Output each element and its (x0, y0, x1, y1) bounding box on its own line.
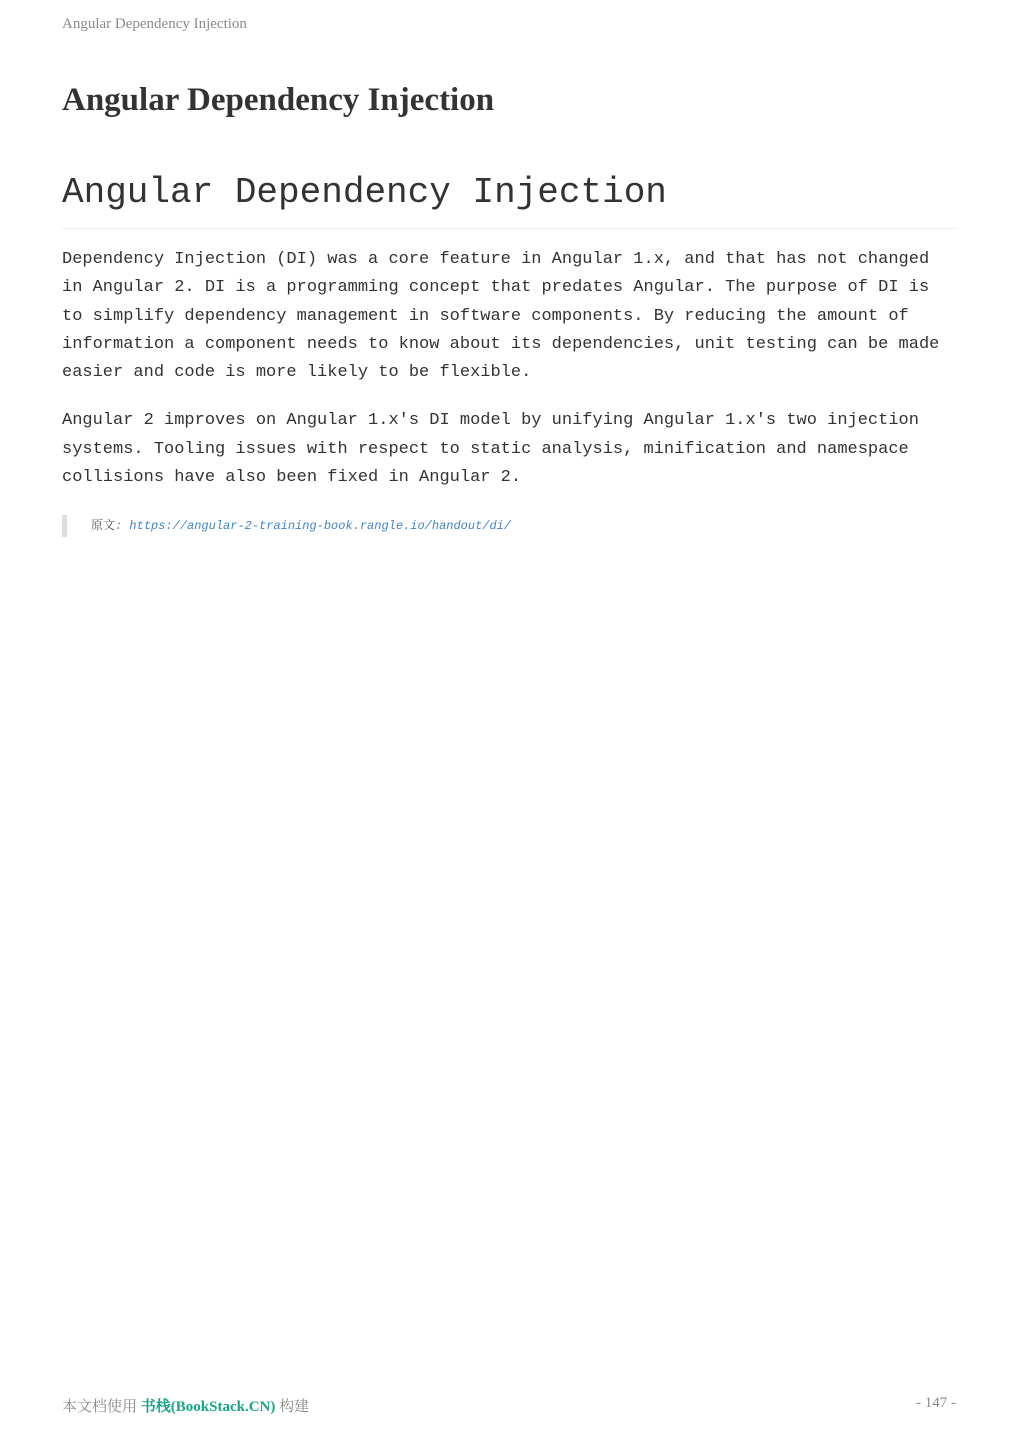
footer-suffix: 构建 (275, 1399, 310, 1415)
running-header: Angular Dependency Injection (62, 16, 247, 32)
footer-brand-link[interactable]: 书栈(BookStack.CN) (140, 1399, 276, 1415)
footer-credit (62, 1399, 309, 1415)
paragraph-2: Angular 2 improves on Angular 1.x's DI model by unifying Angular 1.x's two injection systems. Tooling issues with respect to static analysis, minification and namespace collisions have also been fixed in Angular 2. (62, 411, 919, 488)
page-number: - 147 - (916, 1395, 956, 1411)
source-separator: : (115, 519, 130, 534)
page-footer (62, 1395, 956, 1416)
footer-prefix: 本文档使用 (62, 1399, 141, 1415)
chapter-title: Angular Dependency Injection (62, 82, 495, 118)
source-label: 原文 (91, 518, 116, 533)
source-quote (62, 515, 956, 537)
content-body (62, 246, 956, 537)
source-link[interactable]: https://angular-2-training-book.rangle.io/handout/di/ (129, 519, 512, 534)
section-heading: Angular Dependency Injection (62, 172, 956, 229)
paragraph-1: Dependency Injection (DI) was a core feature in Angular 1.x, and that has not changed in Angular 2. DI is a programming concept that predates Angular. The purpose of DI is to simplify dependency management in software components. By reducing the amount of information a component needs to know about its dependencies, unit testing can be made easier and code is more likely to be flexible. (62, 250, 940, 383)
